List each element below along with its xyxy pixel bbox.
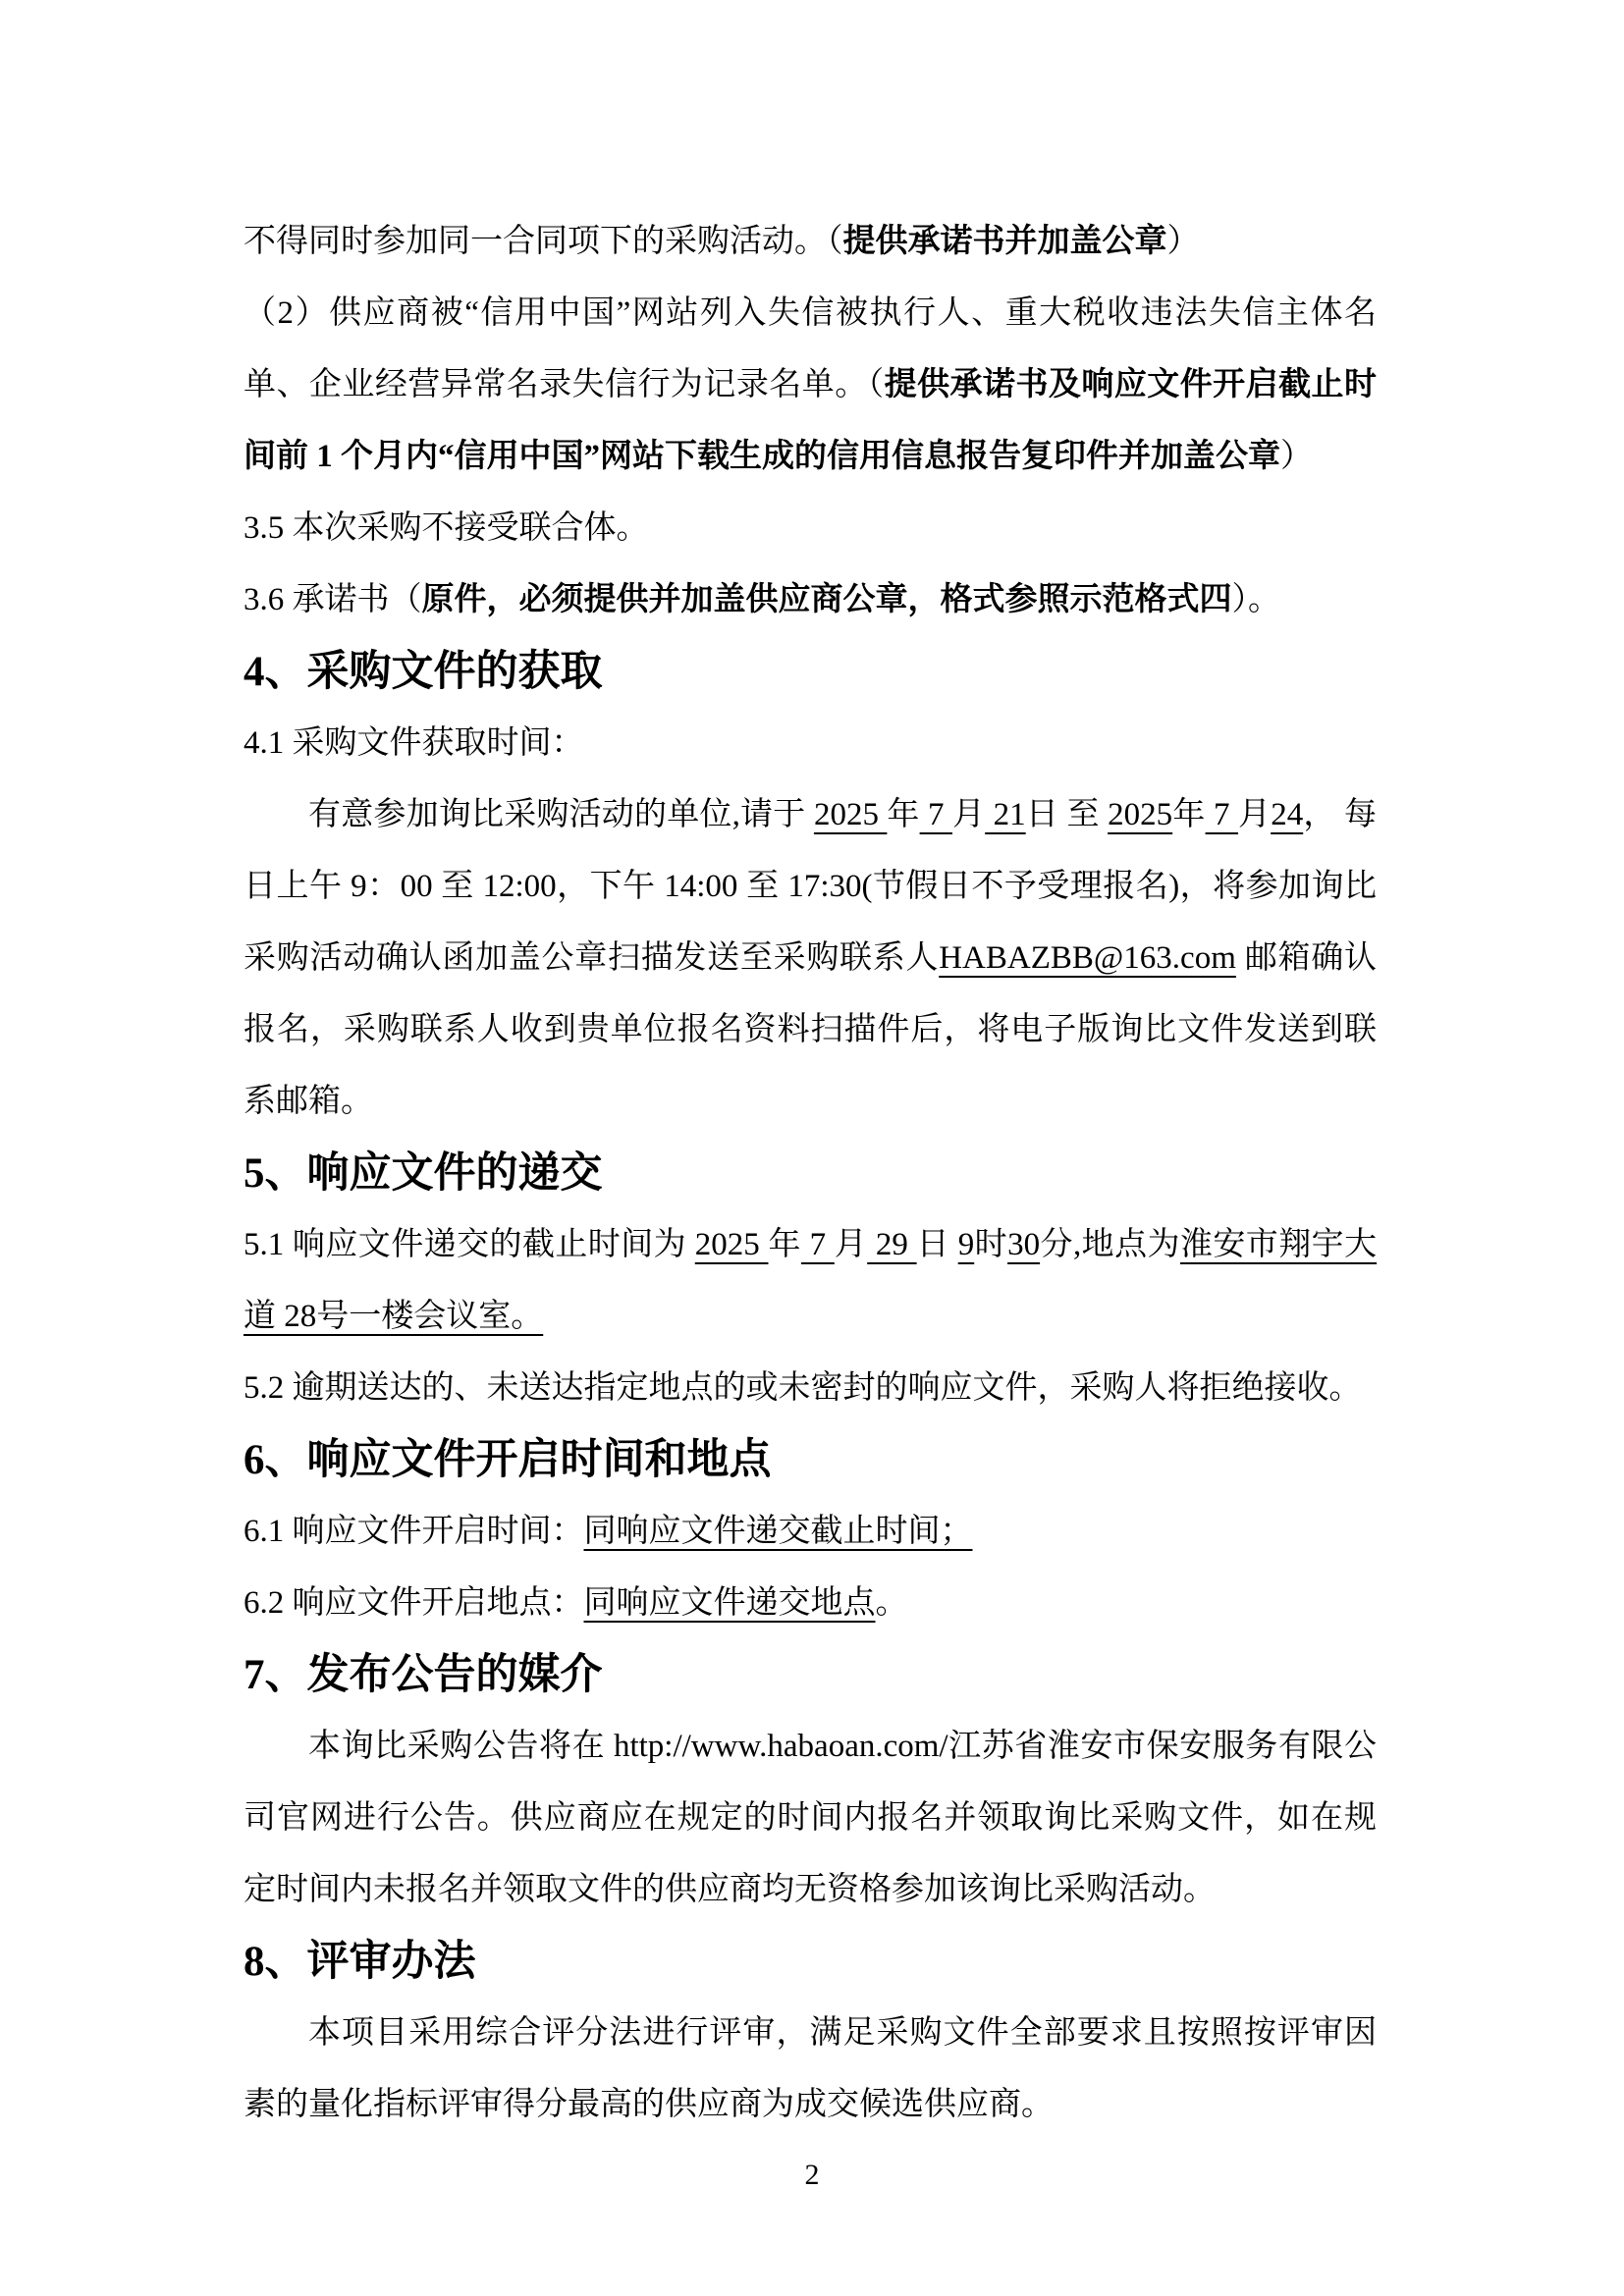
text-run: 月 (952, 797, 986, 832)
paragraph-evaluation-method (244, 1998, 1377, 2141)
text-run: 分,地点为 (1040, 1227, 1180, 1262)
text-run: ）。 (1231, 582, 1280, 617)
text-run: ） (1166, 224, 1200, 259)
text-run-underline-month: 7 (800, 1227, 835, 1262)
text-run-bold: 原件，必须提供并加盖供应商公章，格式参照示范格式四 (421, 582, 1232, 617)
clause-3-6 (244, 564, 1377, 636)
text-run-underline-month: 7 (1205, 797, 1238, 832)
text-run: ， 每日上午 9：00 至 12:00，下午 14:00 至 17:30(节假日不予受理报名)，将参加询比采购活动确认函加盖公章扫描发送至采购联系人 (244, 797, 1378, 976)
paragraph-joint-bid-clause (244, 206, 1377, 278)
heading-section-4: 4、采购文件的获取 (244, 649, 603, 695)
text-run: 。 (875, 1585, 908, 1621)
heading-section-5: 5、响应文件的递交 (244, 1150, 603, 1197)
text-run: 邮箱确认报名，采购联系人收到贵单位报名资料扫描件后，将电子版询比文件发送到联系邮箱。 (244, 940, 1378, 1119)
text-run-underline-day: 29 (867, 1227, 917, 1262)
text-run: 日 (916, 1227, 958, 1262)
page-number: 2 (804, 2159, 820, 2191)
clause-5-2 (244, 1353, 1377, 1424)
clause-3-5 (244, 493, 1377, 564)
text-run: 有意参加询比采购活动的单位,请于 (308, 797, 814, 832)
text-run-underline-day: 21 (985, 797, 1026, 832)
text-run: 月 (1237, 797, 1272, 832)
text-run-underline-day: 24 (1271, 797, 1304, 832)
text-run: 不得同时参加同一合同项下的采购活动。（ (244, 224, 843, 259)
clause-6-1 (244, 1496, 1377, 1568)
heading-section-7: 7、发布公告的媒介 (244, 1652, 603, 1698)
heading-section-8: 8、评审办法 (244, 1939, 476, 1985)
heading-section-6: 6、响应文件开启时间和地点 (244, 1437, 772, 1483)
text-run: （2）供应商被“信用中国”网站列入失信被执行人、重大税收违法失信主体名单、企业经营异常名录失信行为记录名单。（ (244, 295, 1377, 402)
text-run: 5.2 逾期送达的、未送达指定地点的或未密封的响应文件，采购人将拒绝接收。 (244, 1370, 1362, 1406)
text-run-underline-year: 2025 (813, 797, 888, 832)
text-run: 3.6 承诺书（ (244, 582, 422, 617)
text-run-underline-minute: 30 (1007, 1227, 1041, 1262)
text-run: 6.1 响应文件开启时间： (244, 1514, 584, 1549)
text-run: ） (1280, 439, 1313, 474)
clause-5-1 (244, 1209, 1377, 1353)
text-run: 月 (834, 1227, 868, 1262)
paragraph-registration-details (244, 779, 1377, 1138)
text-run: 3.5 本次采购不接受联合体。 (244, 510, 649, 546)
email-address: HABAZBB@163.com (939, 940, 1236, 976)
text-run-bold: 提供承诺书并加盖公章 (842, 224, 1167, 259)
paragraph-credit-china-clause (244, 278, 1377, 493)
text-run-underline-open-time: 同响应文件递交截止时间； (583, 1514, 973, 1549)
clause-6-2 (244, 1568, 1377, 1639)
text-run: 本询比采购公告将在 http://www.habaoan.com/江苏省淮安市保安服务有限公司官网进行公告。供应商应在规定的时间内报名并领取询比采购文件，如在规定时间内未报名并领取文件的供应商均无资格参加该询比采购活动。 (244, 1729, 1377, 1907)
text-run: 本项目采用综合评分法进行评审，满足采购文件全部要求且按照按评审因素的量化指标评审得分最高的供应商为成交候选供应商。 (244, 2015, 1377, 2122)
text-run: 4.1 采购文件获取时间： (244, 725, 584, 761)
text-run-underline-address: 淮安市翔宇大道 28号一楼会议室。 (244, 1227, 1378, 1334)
text-run: 6.2 响应文件开启地点： (244, 1585, 584, 1621)
text-run: 年 (1172, 797, 1206, 832)
text-run: 年 (887, 797, 920, 832)
text-run-underline-hour: 9 (957, 1227, 975, 1262)
text-run-underline-year: 2025 (1108, 797, 1173, 832)
clause-4-1 (244, 708, 1377, 779)
text-run-underline-year: 2025 (694, 1227, 769, 1262)
text-run: 5.1 响应文件递交的截止时间为 (244, 1227, 695, 1262)
paragraph-announcement-media (244, 1711, 1377, 1926)
text-run: 年 (768, 1227, 801, 1262)
text-run: 时 (974, 1227, 1008, 1262)
text-run: 日 至 (1025, 797, 1109, 832)
text-run-bold: 提供承诺书及响应文件开启截止时间前 1 个月内“信用中国”网站下载生成的信用信息报告复印件并加盖公章 (244, 367, 1378, 474)
text-run-underline-month: 7 (919, 797, 952, 832)
text-run-underline-open-place: 同响应文件递交地点 (583, 1585, 876, 1621)
